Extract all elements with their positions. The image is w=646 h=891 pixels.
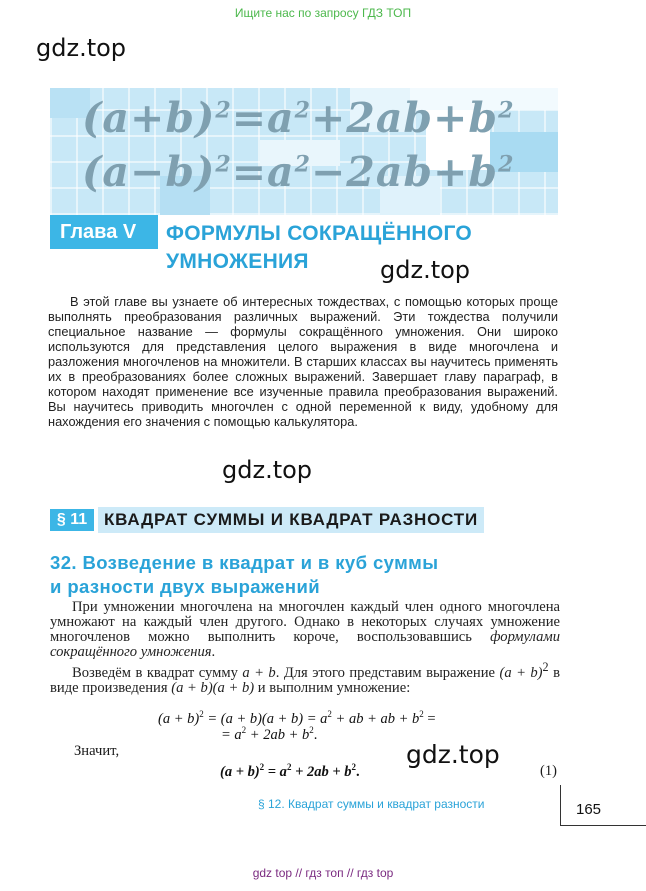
section-header (50, 507, 558, 533)
top-banner: Ищите нас по запросу ГДЗ ТОП (234, 6, 412, 20)
chapter-label: Глава V (50, 215, 158, 249)
footer-links[interactable]: gdz top // гдз топ // гдз top (252, 866, 394, 880)
equation-result: = $a^2 + 2ab + b^2$. (221, 725, 318, 743)
equation-expansion: $(a + b)^2 = (a + b)(a + b) = a^2$ + ab + ab + $b^2$ = (158, 709, 436, 727)
formula-one: $(a + b)^2 = a^2 + 2ab + b^2$. (220, 762, 360, 780)
chapter-banner (50, 88, 558, 215)
body-text (50, 600, 560, 696)
section-title: КВАДРАТ СУММЫ И КВАДРАТ РАЗНОСТИ (98, 507, 484, 533)
section-number: § 11 (50, 509, 94, 531)
paragraph: Возведём в квадрат сумму a + b. Для этого представим выражение $(a + b)^2$ в виде произведения (a + b)(a + b) и выполним умножение: (50, 660, 560, 696)
chapter-title: ФОРМУЛЫ СОКРАЩЁННОГО УМНОЖЕНИЯ (166, 222, 473, 273)
chapter-intro: В этой главе вы узнаете об интересных тождествах, с помощью которых проще выполнять преобразования различных выражений. Эти тождества получили специальное название — формулы сокращённого умножения. Они широко используются для представления целого выражения в виде многочлена и разложения многочленов на множители. В старших классах вы научитесь применять их в преобразованиях более сложных выражений. Завершает главу параграф, в котором находят применение все изученные правила преобразования выражений. Вы научитесь приводить многочлен с одной переменной к виду, удобному для нахождения его значения с помощью калькулятора. (48, 294, 558, 429)
formula-difference-square: $(a-b)^2=a^2-2ab+b^2$ (82, 148, 515, 196)
equation-number: (1) (540, 763, 557, 779)
watermark: gdz.top (406, 740, 500, 769)
watermark: gdz.top (380, 256, 471, 284)
running-header: § 12. Квадрат суммы и квадрат разности (258, 797, 485, 811)
paragraph: При умножении многочлена на многочлен каждый член одного многочлена умножают на каждый член другого. Однако в некоторых случаях умножение многочленов можно выполнить короче, воспользовавшись формулами сокращённого умножения. (50, 599, 560, 660)
topic-title: 32. Возведение в квадрат и в куб суммы и разности двух выражений (50, 552, 439, 597)
therefore-label: Значит, (74, 743, 120, 759)
watermark: gdz.top (36, 34, 127, 62)
watermark: gdz.top (222, 456, 313, 484)
formula-sum-square: $(a+b)^2=a^2+2ab+b^2$ (82, 94, 515, 142)
page-divider (560, 785, 561, 825)
page-divider (560, 825, 646, 826)
page-number: 165 (576, 801, 602, 818)
